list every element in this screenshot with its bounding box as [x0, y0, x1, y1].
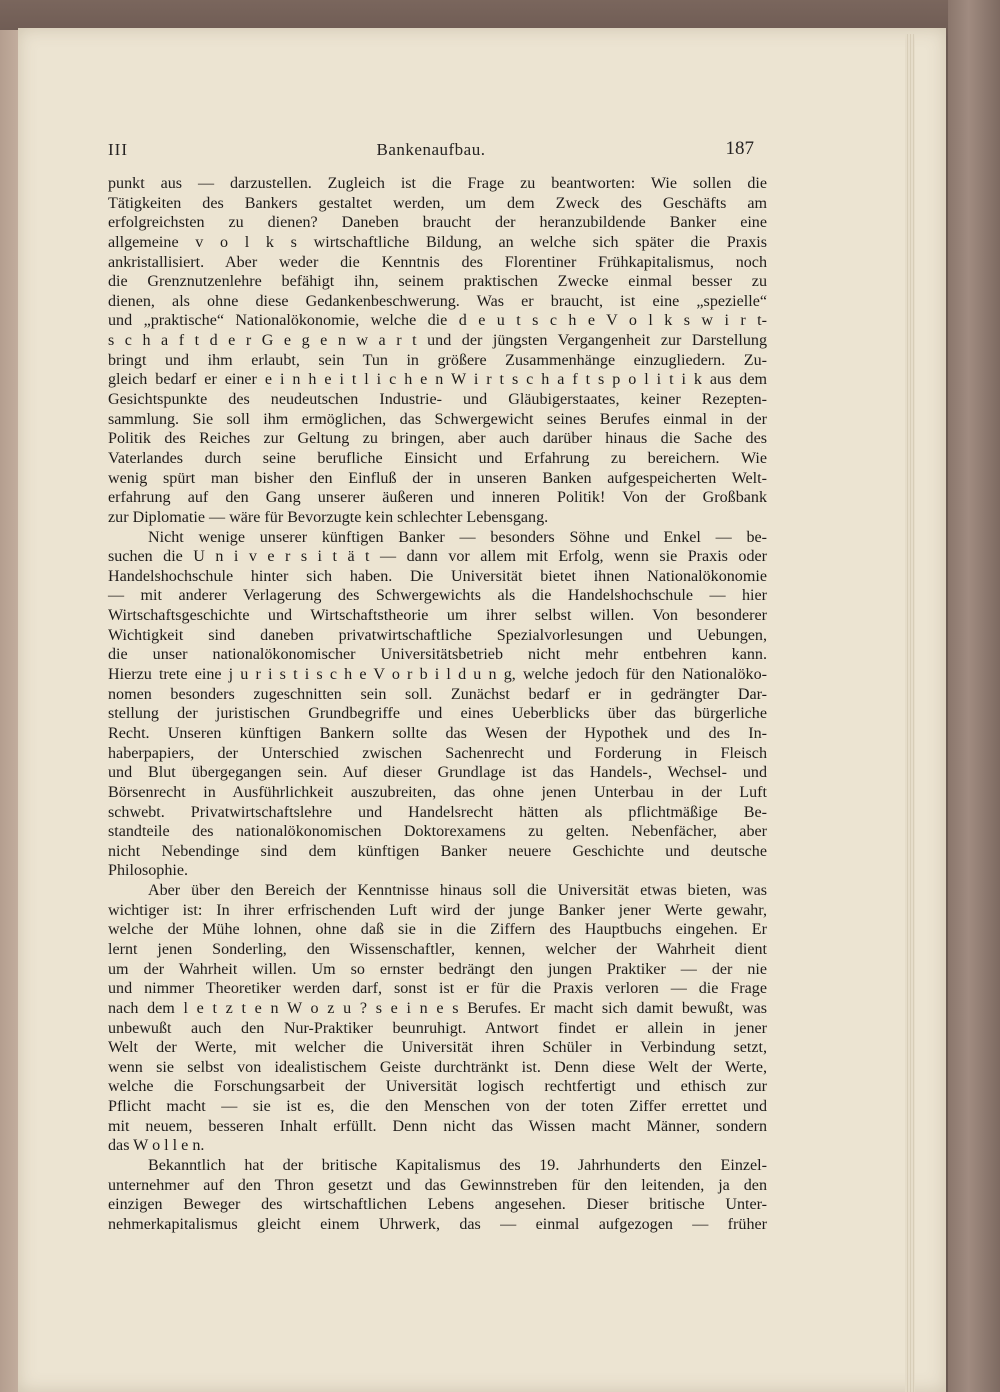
text-line: bringt und ihm erlaubt, sein Tun in größere Zusammenhänge einzugliedern. Zu-	[108, 351, 767, 369]
text-line: mit neuem, besseren Inhalt erfüllt. Denn nicht das Wissen macht Männer, sondern	[108, 1117, 767, 1135]
text-line: Wirtschaftsgeschichte und Wirtschaftstheorie um ihrer selbst willen. Von besonderer	[108, 607, 767, 625]
text-line: unternehmer auf den Thron gesetzt und das Gewinnstreben für den leitenden, ja den	[108, 1176, 767, 1194]
text-line: wenig spürt man bisher den Einfluß der in unseren Banken aufgespeicherten Welt-	[108, 469, 767, 487]
text-line: Philosophie.	[108, 862, 189, 880]
text-line: Aber über den Bereich der Kenntnisse hinaus soll die Universität etwas bieten, was	[148, 882, 767, 900]
page-edges	[905, 34, 915, 1392]
chapter-number: III	[108, 140, 128, 159]
text-line: Gesichtspunkte des neudeutschen Industrie- und Gläubigerstaates, keiner Rezepten-	[108, 391, 767, 409]
text-line: die unser nationalökonomischer Universitätsbetrieb nicht mehr entbehren kann.	[108, 646, 767, 664]
page-number: 187	[725, 138, 754, 159]
text-line: und „praktische“ Nationalökonomie, welche die d e u t s c h e V o l k s w i r t-	[108, 312, 767, 330]
text-line: nicht Nebendinge sind dem künftigen Banker neuere Geschichte und deutsche	[108, 842, 767, 860]
text-line: erfolgreichsten zu dienen? Daneben braucht der heranzubildende Banker eine	[108, 214, 767, 232]
text-line: sammlung. Sie soll ihm ermöglichen, das Schwergewicht seines Berufes einmal in der	[108, 410, 767, 428]
text-line: welche die Forschungsarbeit der Universität logisch rechtfertigt und ethisch zur	[108, 1078, 767, 1096]
text-line: Nicht wenige unserer künftigen Banker — besonders Söhne und Enkel — be-	[148, 528, 767, 546]
text-line: Politik des Reiches zur Geltung zu bringen, aber auch darüber hinaus die Sache des	[108, 430, 767, 448]
text-line: nomen besonders zugeschnitten sein soll. Zunächst bedarf er in gedrängter Dar-	[108, 685, 767, 703]
book-cover-right	[948, 0, 1000, 1392]
body-text	[108, 174, 767, 1235]
text-line: Pflicht macht — sie ist es, die den Menschen von der toten Ziffer errettet und	[108, 1098, 767, 1116]
text-line: wenn sie selbst von idealistischem Geiste durchtränkt ist. Denn diese Welt der Werte,	[108, 1058, 767, 1076]
text-line: stellung der juristischen Grundbegriffe und eines Ueberblicks über das bürgerliche	[108, 705, 767, 723]
text-line: s c h a f t d e r G e g e n w a r t und der jüngsten Vergangenheit zur Darstellung	[108, 332, 767, 350]
text-line: ankristallisiert. Aber weder die Kenntnis des Florentiner Frühkapitalismus, noch	[108, 253, 767, 271]
text-line: Hierzu trete eine j u r i s t i s c h e V o r b i l d u n g, welche jedoch für den Nationalöko-	[108, 666, 767, 684]
text-line: Handelshochschule hinter sich haben. Die Universität bietet ihnen Nationalökonomie	[108, 567, 767, 585]
text-line: zur Diplomatie — wäre für Bevorzugte kein schlechter Lebensgang.	[108, 508, 549, 526]
text-line: Vaterlandes durch seine berufliche Einsicht und Erfahrung zu bereichern. Wie	[108, 449, 767, 467]
running-title: Bankenaufbau.	[376, 140, 486, 159]
text-line: erfahrung auf den Gang unserer äußeren und inneren Politik! Von der Großbank	[108, 489, 767, 507]
text-line: gleich bedarf er einer e i n h e i t l i c h e n W i r t s c h a f t s p o l i t i k aus dem	[108, 371, 767, 389]
text-line: allgemeine v o l k s wirtschaftliche Bildung, an welche sich später die Praxis	[108, 233, 767, 251]
text-line: die Grenznutzenlehre befähigt ihn, seinem praktischen Zwecke einmal besser zu	[108, 273, 767, 291]
text-line: schwebt. Privatwirtschaftslehre und Handelsrecht hätten als pflichtmäßige Be-	[108, 803, 767, 821]
text-line: Tätigkeiten des Bankers gestaltet werden, um dem Zweck des Geschäfts am	[108, 194, 767, 212]
text-line: und nimmer Theoretiker werden darf, sonst ist er für die Praxis verloren — die Frage	[108, 980, 767, 998]
text-line: standteile des nationalökonomischen Doktorexamens zu gelten. Nebenfächer, aber	[108, 823, 767, 841]
text-line: lernt jenen Sonderling, den Wissenschaftler, kennen, welcher der Wahrheit dient	[108, 940, 767, 958]
text-line: nach dem l e t z t e n W o z u ? s e i n e s Berufes. Er macht sich damit bewußt, was	[108, 999, 767, 1017]
text-line: nehmerkapitalismus gleicht einem Uhrwerk, das — einmal aufgezogen — früher	[108, 1215, 767, 1233]
text-line: einzigen Beweger des wirtschaftlichen Lebens angesehen. Dieser britische Unter-	[108, 1196, 767, 1214]
text-line: unbewußt auch den Nur-Praktiker beunruhigt. Antwort findet er allein in jener	[108, 1019, 767, 1037]
text-line: welche der Mühe lohnen, ohne daß sie in die Ziffern des Hauptbuchs eingehen. Er	[108, 921, 767, 939]
text-line: Wichtigkeit sind daneben privatwirtschaftliche Spezialvorlesungen und Uebungen,	[108, 626, 767, 644]
text-line: das W o l l e n.	[108, 1137, 205, 1155]
text-line: wichtiger ist: In ihrer erfrischenden Luft wird der junge Banker jener Werte gewahr,	[108, 901, 767, 919]
text-line: dienen, als ohne diese Gedankenbeschwerung. Was er braucht, ist eine „spezielle“	[108, 292, 767, 310]
text-line: Recht. Unseren künftigen Bankern sollte das Wesen der Hypothek und des In-	[108, 724, 767, 742]
text-line: haberpapiers, der Unterschied zwischen Sachenrecht und Forderung in Fleisch	[108, 744, 767, 762]
text-line: Welt der Werte, mit welcher die Universität ihren Schüler in Verbindung setzt,	[108, 1039, 767, 1057]
text-line: Bekanntlich hat der britische Kapitalismus des 19. Jahrhunderts den Einzel-	[148, 1157, 767, 1175]
text-line: punkt aus — darzustellen. Zugleich ist die Frage zu beantworten: Wie sollen die	[108, 175, 767, 192]
text-line: suchen die U n i v e r s i t ä t — dann vor allem mit Erfolg, wenn sie Praxis oder	[108, 548, 767, 566]
text-line: — mit anderer Verlagerung des Schwergewichts als die Handelshochschule — hier	[108, 587, 767, 605]
text-line: Börsenrecht in Ausführlichkeit auszubreiten, das ohne jenen Unterbau in der Luft	[108, 783, 767, 801]
running-header	[108, 140, 754, 164]
text-line: und Blut übergegangen sein. Auf dieser Grundlage ist das Handels-, Wechsel- und	[108, 764, 767, 782]
text-line: um der Wahrheit willen. Um so ernster bedrängt den jungen Praktiker — der nie	[108, 960, 767, 978]
